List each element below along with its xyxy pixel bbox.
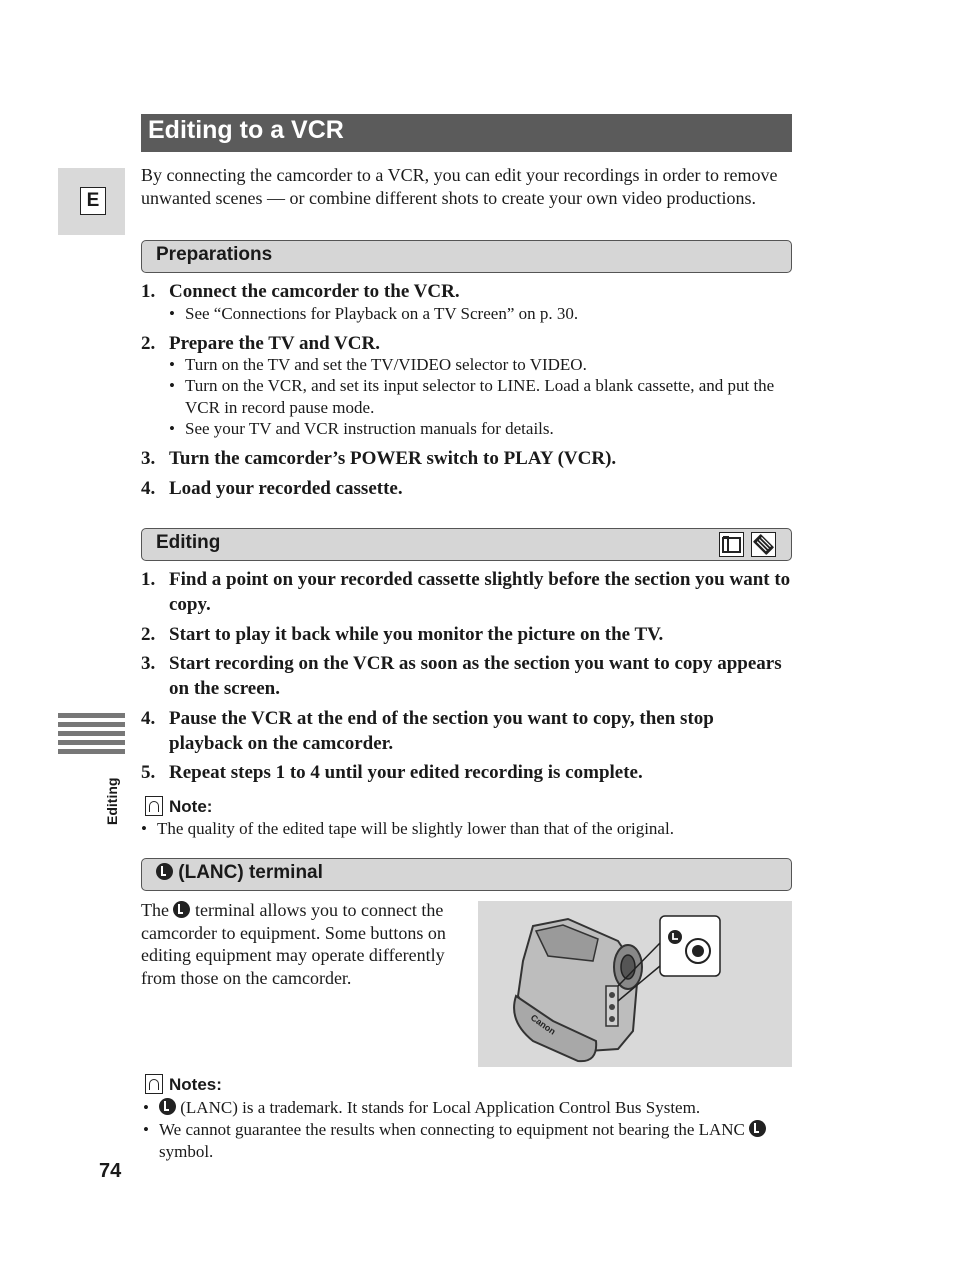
editing-note: • The quality of the edited tape will be slightly lower than that of the original.	[141, 819, 674, 838]
step-number: 4.	[141, 478, 156, 499]
note-icon	[145, 796, 163, 816]
page-title-bar	[141, 114, 792, 152]
edit-step-4: 4. Pause the VCR at the end of the section you want to copy, then stop playback on the camcorder.	[141, 708, 714, 754]
lanc-note-1: • (LANC) is a trademark. It stands for Local Application Control Bus System.	[143, 1098, 701, 1117]
page-number: 74	[99, 1160, 122, 1182]
prep-step-1-bullet: • See “Connections for Playback on a TV Screen” on p. 30.	[169, 304, 579, 323]
lanc-note-2: • We cannot guarantee the results when connecting to equipment not bearing the LANC symbol.	[143, 1119, 791, 1162]
edit-step-2: 2. Start to play it back while you monitor the picture on the TV.	[141, 624, 664, 645]
camcorder-illustration	[478, 901, 792, 1067]
prep-step-2-bullet-3: • See your TV and VCR instruction manuals for details.	[169, 419, 554, 438]
note-heading: Note:	[145, 796, 212, 817]
step-number: 2.	[141, 333, 156, 354]
language-tab	[58, 168, 125, 235]
preparations-heading: Preparations	[156, 244, 273, 265]
editing-header	[141, 528, 792, 561]
language-letter: E	[80, 187, 106, 215]
section-stripes	[58, 713, 125, 758]
prep-step-3	[141, 446, 791, 471]
prep-step-2-bullet-2: • Turn on the VCR, and set its input selector to LINE. Load a blank cassette, and put the VCR in record pause mode.	[169, 376, 775, 417]
note-icon	[145, 1074, 163, 1094]
card-mode-icon	[751, 532, 776, 557]
lanc-icon	[173, 901, 190, 918]
lanc-icon	[156, 863, 173, 880]
step-text: Prepare the TV and VCR.	[169, 333, 380, 354]
tape-mode-icon	[719, 532, 744, 557]
preparations-header	[141, 240, 792, 273]
side-section-label: Editing	[104, 777, 120, 825]
lanc-heading: (LANC) terminal	[178, 862, 323, 883]
step-text: Turn the camcorder’s POWER switch to PLAY (VCR).	[169, 448, 617, 469]
camcorder-brand: Canon	[528, 1012, 558, 1037]
lanc-icon	[159, 1098, 176, 1115]
lanc-icon	[749, 1120, 766, 1137]
lanc-paragraph: The terminal allows you to connect the camcorder to equipment. Some buttons on editing equipment may operate differently from those on the camcorder.	[141, 900, 446, 988]
prep-step-4	[141, 476, 791, 501]
notes-heading: Notes:	[145, 1074, 222, 1095]
prep-step-2	[141, 331, 791, 356]
intro-paragraph: By connecting the camcorder to a VCR, you can edit your recordings in order to remove unwanted scenes — or combine different shots to create your own video productions.	[141, 165, 778, 208]
prep-step-2-bullet-1: • Turn on the TV and set the TV/VIDEO selector to VIDEO.	[169, 355, 587, 374]
lanc-header	[141, 858, 792, 891]
step-text: Load your recorded cassette.	[169, 478, 403, 499]
prep-step-1	[141, 279, 791, 304]
edit-step-5: 5. Repeat steps 1 to 4 until your edited recording is complete.	[141, 762, 643, 783]
edit-step-3: 3. Start recording on the VCR as soon as the section you want to copy appears on the screen.	[141, 653, 782, 699]
step-text: Connect the camcorder to the VCR.	[169, 281, 460, 302]
page-title: Editing to a VCR	[148, 116, 344, 144]
step-number: 1.	[141, 281, 156, 302]
step-number: 3.	[141, 448, 156, 469]
editing-heading: Editing	[156, 532, 221, 553]
edit-step-1: 1. Find a point on your recorded cassette slightly before the section you want to copy.	[141, 569, 791, 615]
